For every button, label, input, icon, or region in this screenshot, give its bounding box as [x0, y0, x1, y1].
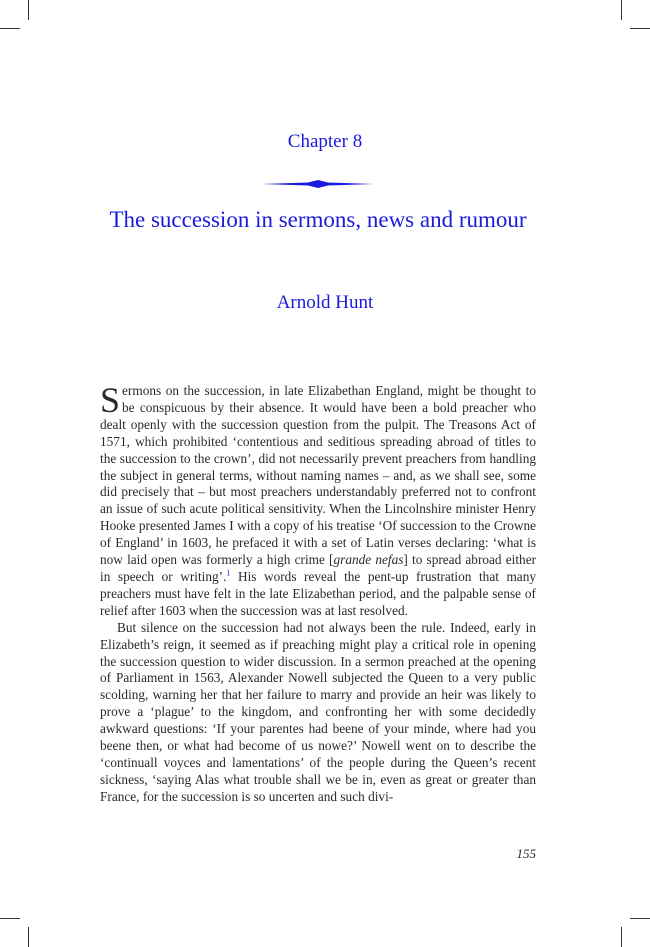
page-number: 155 — [516, 846, 536, 861]
crop-mark-bottom-right-v — [621, 927, 622, 947]
crop-mark-bottom-left-h — [0, 918, 20, 919]
paragraph-1-text-c: His words reveal the pent-up frustration that many preachers must have felt in the late Elizabethan period, and the palpable sense of relief after 1603 when the succession was at last resolved. — [100, 568, 537, 618]
paragraph-1 — [100, 380, 537, 620]
crop-mark-top-left-v — [28, 0, 29, 20]
drop-cap: S — [100, 380, 121, 420]
crop-mark-top-left-h — [0, 28, 20, 29]
latin-phrase: grande nefas — [333, 552, 404, 568]
crop-mark-top-right-h — [630, 28, 650, 29]
chapter-author: Arnold Hunt — [276, 292, 374, 313]
paragraph-1-text-a: ermons on the succession, in late Elizabethan England, might be thought to be conspicuous by their absence. It would have been a bold preacher who dealt openly with the succession question from the pulpit. The Treasons Act of 1571, which prohibited ‘contentious and seditious spreading abroad of titles to the succession to the crown’, did not necessarily prevent preachers from handling the subject in general terms, without naming names – and, as we shall see, some did precisely that – but most preachers understandably preferred not to confront an issue of such acute political sensitivity. When the Lincolnshire minister Henry Hooke presented James I with a copy of his treatise ‘Of succession to the Crowne of England’ in 1603, he prefaced it with a set of Latin verses declaring: ‘what is now laid open was formerly a high crime [ — [100, 383, 536, 568]
footnote-marker[interactable]: 1 — [226, 568, 231, 578]
crop-mark-bottom-left-v — [28, 927, 29, 947]
crop-mark-top-right-v — [621, 0, 622, 20]
chapter-label: Chapter 8 — [287, 131, 363, 152]
chapter-body — [100, 380, 537, 806]
crop-mark-bottom-right-h — [630, 918, 650, 919]
paragraph-2: But silence on the succession had not always been the rule. Indeed, early in Elizabeth’s reign, it seemed as if preaching might play a critical role in opening the succession question to wider discussion. In a sermon preached at the opening of Parliament in 1563, Alexander Nowell subjected the Queen to a very public scolding, warning her that her failure to marry and provide an heir was likely to prove a ‘plague’ to the kingdom, and confronting her with some decidedly awkward questions: ‘If your parentes had beene of your minde, where had you beene then, or what had become of us nowe?’ Nowell went on to describe the ‘continuall voyces and lamentations’ of the people during the Queen’s recent sickness, ‘saying Alas what trouble shall we be in, even as great or greater than France, for the succession is so uncerten and such divi- — [100, 619, 536, 804]
diamond-rule-ornament — [262, 177, 374, 191]
chapter-title: The succession in sermons, news and rumour — [109, 207, 527, 232]
paragraph-1-text-b: ] to spread abroad either in speech or writing’. — [100, 552, 537, 584]
